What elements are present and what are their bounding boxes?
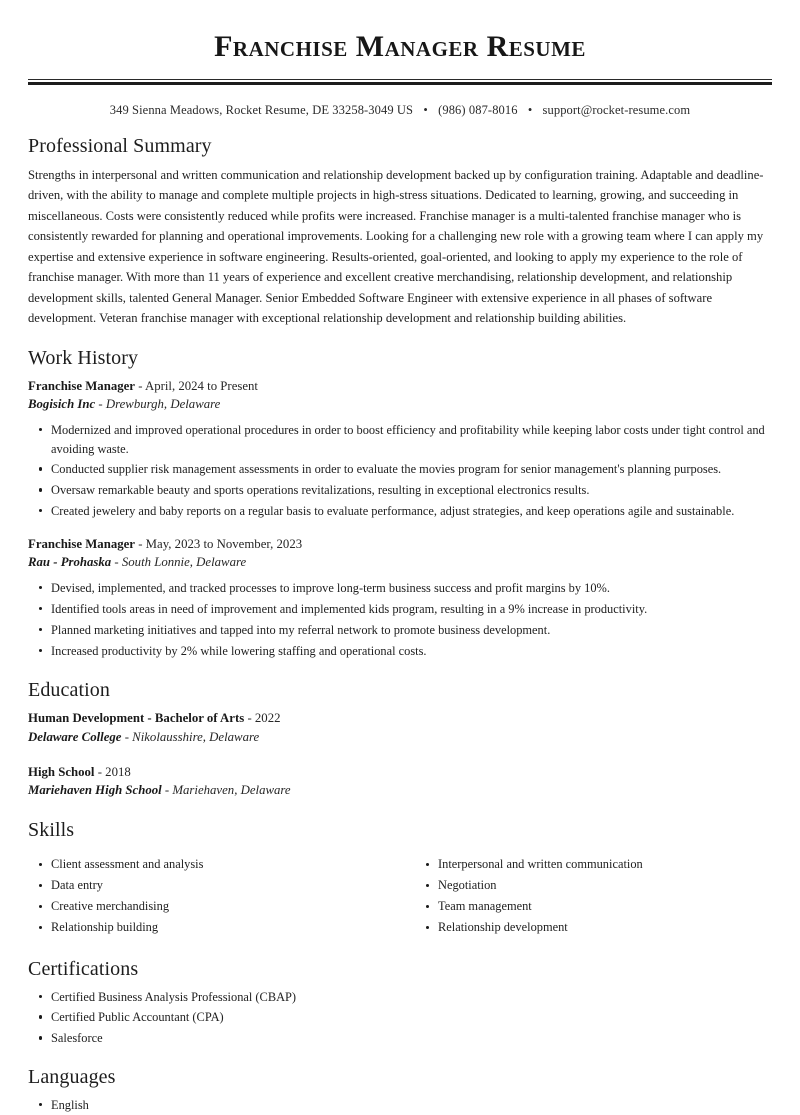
education-entry [28,763,772,800]
work-entry-dates: May, 2023 to November, 2023 [145,536,303,551]
work-entry-title-line [28,377,772,396]
education-school-line [28,781,772,800]
section-education [28,678,772,799]
education-school-dash: - [164,783,170,798]
list-item: Salesforce [28,1029,772,1048]
list-item: Conducted supplier risk management assessments in order to evaluate the movies program for senior management's planning purposes. [28,460,772,479]
work-entry-location: South Lonnie, Delaware [121,555,247,570]
work-entry-company: Bogisich Inc [28,397,96,412]
list-item: Interpersonal and written communication [415,856,772,874]
list-item: Certified Business Analysis Professional (CBAP) [28,988,772,1007]
languages-list [28,1096,772,1115]
section-heading-work-history: Work History [28,346,139,369]
contact-separator-1: • [423,102,428,117]
work-entry [28,535,772,660]
education-location: Nikolausshire, Delaware [132,729,260,744]
list-item: Planned marketing initiatives and tapped into my referral network to promote business development. [28,621,772,640]
section-languages [28,1065,772,1115]
list-item: Created jewelery and baby reports on a regular basis to evaluate performance, adjust strategies, and keep operations agile and sustainable. [28,502,772,521]
contact-separator-2: • [527,102,533,117]
contact-line [28,103,772,118]
work-entry-bullets [28,579,772,660]
work-entry-role: Franchise Manager [28,536,135,551]
work-entry-dash: - [138,378,143,393]
work-entry-title-line [28,535,772,554]
work-entry [28,377,772,521]
list-item: Modernized and improved operational procedures in order to boost efficiency and profitability while keeping labor costs under tight control and avoiding waste. [28,421,772,459]
education-degree: Human Development - Bachelor of Arts [28,711,245,726]
education-school-dash: - [124,729,129,744]
education-school-line [28,728,772,747]
section-certifications [28,957,772,1049]
skills-column-right [400,849,772,940]
section-professional-summary [28,134,772,329]
skills-columns [28,849,772,940]
divider-rule-thick [28,82,772,85]
list-item: Certified Public Accountant (CPA) [28,1008,772,1027]
section-heading-skills: Skills [28,818,75,841]
work-entry-dash: - [138,536,143,551]
education-degree: High School [28,764,95,779]
education-degree-line [28,709,772,728]
list-item: Oversaw remarkable beauty and sports operations revitalizations, resulting in exceptional electronics results. [28,481,772,500]
education-year: 2022 [254,711,281,726]
work-entry-dates: April, 2024 to Present [144,378,258,393]
education-school: Delaware College [28,729,122,744]
section-heading-education: Education [28,679,110,702]
list-item: Negotiation [415,877,772,895]
education-entry [28,709,772,746]
work-entry-company-dash: - [98,397,103,412]
education-location: Mariehaven, Delaware [172,783,291,798]
contact-phone: (986) 087-8016 [438,102,518,117]
work-entry-bullets [28,421,772,521]
education-dash: - [97,764,102,779]
work-entry-location: Drewburgh, Delaware [105,397,221,412]
skills-list-right [415,856,772,937]
list-item: Creative merchandising [28,898,400,916]
list-item: Relationship development [415,919,772,937]
certifications-list [28,988,772,1049]
list-item: Devised, implemented, and tracked processes to improve long-term business success and profit margins by 10%. [28,579,772,598]
work-entry-company-dash: - [114,555,119,570]
list-item: Data entry [28,877,400,895]
title-divider [28,79,772,85]
skills-column-left [28,849,400,940]
work-entry-role: Franchise Manager [28,378,135,393]
list-item: English [28,1096,772,1115]
list-item: Team management [415,898,772,916]
education-degree-line [28,763,772,782]
list-item: Client assessment and analysis [28,856,400,874]
skills-list-left [28,856,400,937]
section-work-history [28,346,772,661]
list-item: Identified tools areas in need of improvement and implemented kids program, resulting in a 9% increase in productivity. [28,600,772,619]
education-dash: - [247,711,252,726]
work-entry-company: Rau - Prohaska [28,555,112,570]
education-year: 2018 [105,764,131,779]
list-item: Relationship building [28,919,400,937]
section-heading-summary: Professional Summary [28,134,212,157]
education-school: Mariehaven High School [28,783,162,798]
work-entry-company-line [28,553,772,572]
section-heading-certifications: Certifications [28,957,139,980]
contact-address: 349 Sienna Meadows, Rocket Resume, DE 33258-3049 US [109,102,414,117]
section-skills [28,818,772,940]
section-heading-languages: Languages [28,1066,116,1089]
work-entry-company-line [28,395,772,414]
page-title: Franchise Manager Resume [214,30,586,63]
summary-paragraph: Strengths in interpersonal and written communication and relationship development backed up by configuration training. Adaptable and deadline-driven, with the ability to manage and complete multiple projects in high-stress situations. Dedicated to learning, growing, and succeeding in miscellaneous. Costs were consistently reduced while profits were increased. Franchise manager is a multi-talented franchise manager who is consistently rewarded for planning and operational improvements. Looking for a challenging new role with a growing team where I can apply my expertise and extensive experience in software engineering. Results-oriented, goal-oriented, and looking to apply my experience to the role of franchise manager. With more than 11 years of experience and excellent creative merchandising, relationship development, and relationship development skills, talented General Manager. Senior Embedded Software Engineer with extensive experience in all phases of software development. Veteran franchise manager with exceptional relationship development and relationship building abilities. [28,167,764,326]
list-item: Increased productivity by 2% while lowering staffing and operational costs. [28,642,772,661]
contact-email: support@rocket-resume.com [542,102,691,117]
